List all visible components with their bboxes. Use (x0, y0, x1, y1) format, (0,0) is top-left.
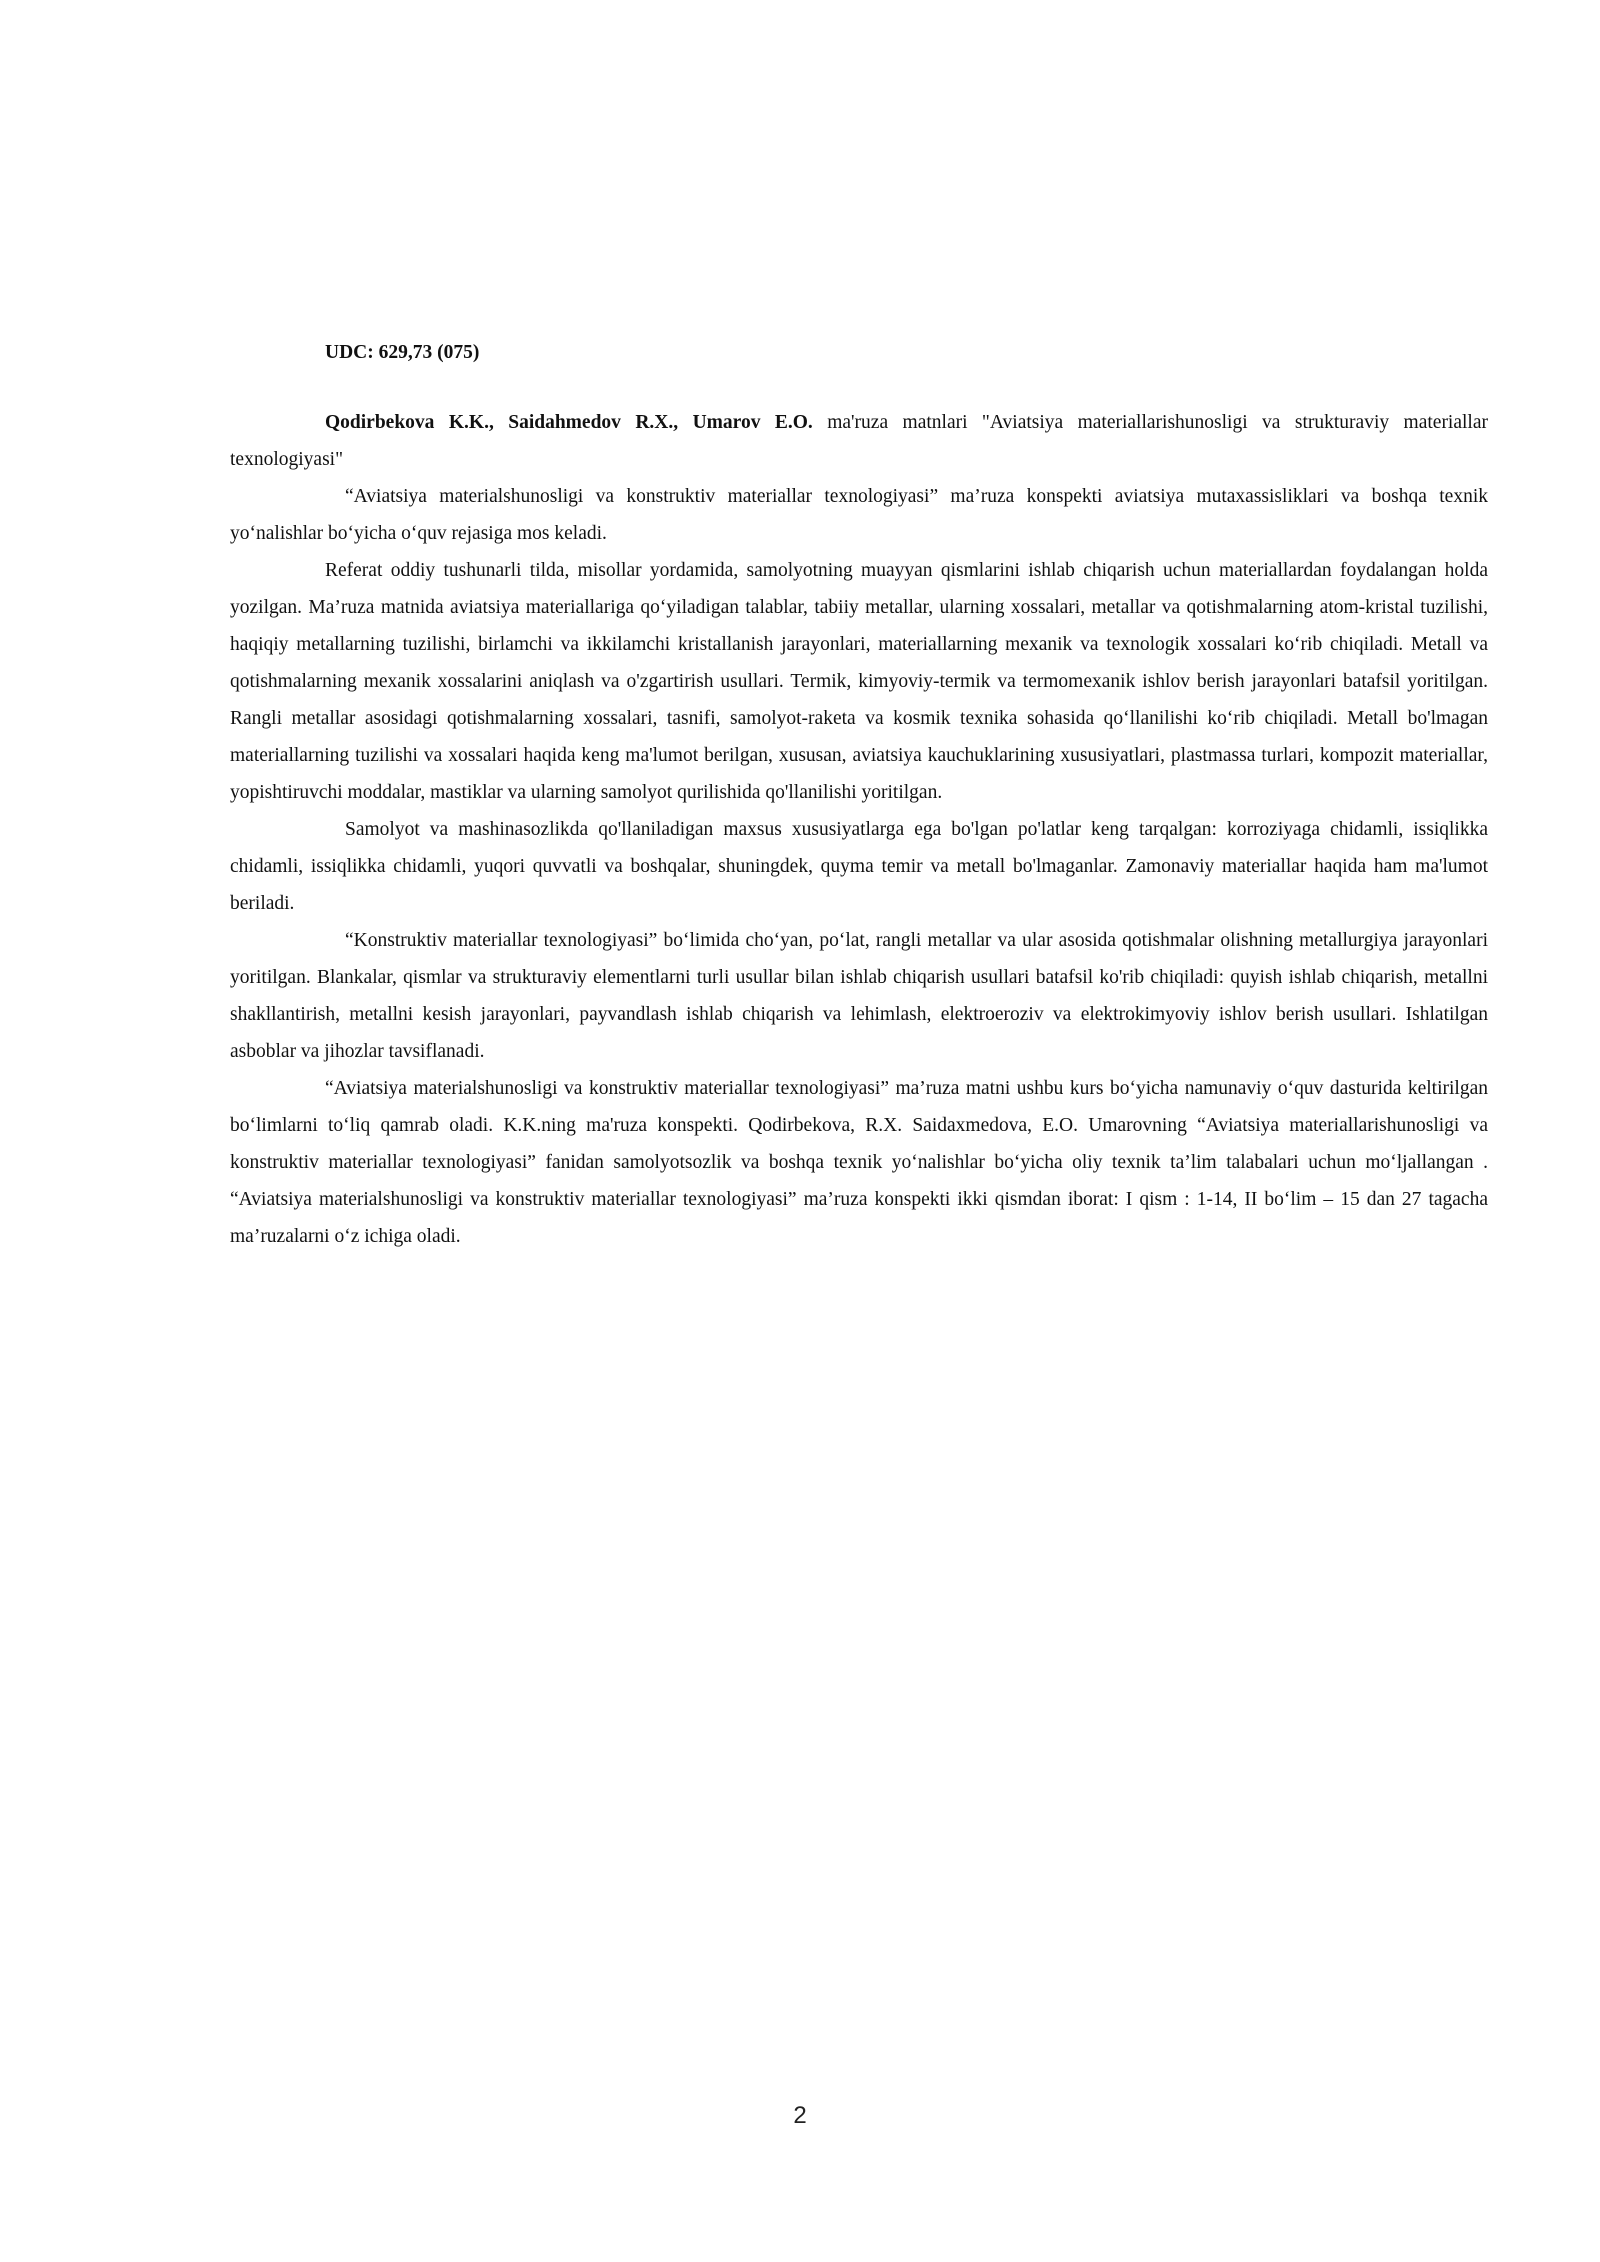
paragraph-technology: “Konstruktiv materiallar texnologiyasi” boʻlimida choʻyan, poʻlat, rangli metallar va ular asosida qotishmalar olishning metallurgiya jarayonlari yoritilgan. Blankalar, qismlar va strukturaviy elementlarni turli usullar bilan ishlab chiqarish usullari batafsil ko'rib chiqiladi: quyish ishlab chiqarish, metallni shakllantirish, metallni kesish jarayonlari, payvandlash ishlab chiqarish va lehimlash, elektroeroziv va elektrokimyoviy ishlov berish usullari. Ishlatilgan asboblar va jihozlar tavsiflanadi. (230, 930, 1488, 1062)
paragraph-correspondence: “Aviatsiya materialshunosligi va konstruktiv materiallar texnologiyasi” ma’ruza konspekti aviatsiya mutaxassisliklari va boshqa texnik yoʻnalishlar boʻyicha oʻquv rejasiga mos keladi. (230, 486, 1488, 544)
udc-code: UDC: 629,73 (075) (325, 342, 480, 363)
page-content (230, 334, 1488, 1255)
authors: Qodirbekova K.K., Saidahmedov R.X., Umarov E.O. (325, 412, 813, 433)
page-number: 2 (793, 2102, 807, 2129)
intro-paragraph (230, 404, 1488, 478)
intro-text: ma'ruza matnlari "Aviatsiya materiallarishunosligi va strukturaviy materiallar texnologiyasi" (230, 412, 1488, 470)
paragraph-coverage: “Aviatsiya materialshunosligi va konstruktiv materiallar texnologiyasi” ma’ruza matni ushbu kurs boʻyicha namunaviy oʻquv dasturida keltirilgan boʻlimlarni toʻliq qamrab oladi. K.K.ning ma'ruza konspekti. Qodirbekova, R.X. Saidaxmedova, E.O. Umarovning “Aviatsiya materiallarishunosligi va konstruktiv materiallar texnologiyasi” fanidan samolyotsozlik va boshqa texnik yoʻnalishlar boʻyicha oliy texnik ta’lim talabalari uchun moʻljallangan . “Aviatsiya materialshunosligi va konstruktiv materiallar texnologiyasi” ma’ruza konspekti ikki qismdan iborat: I qism : 1-14, II boʻlim – 15 dan 27 tagacha ma’ruzalarni oʻz ichiga oladi. (230, 1078, 1488, 1247)
paragraph-steels: Samolyot va mashinasozlikda qo'llaniladigan maxsus xususiyatlarga ega bo'lgan po'latlar keng tarqalgan: korroziyaga chidamli, issiqlikka chidamli, issiqlikka chidamli, yuqori quvvatli va boshqalar, shuningdek, quyma temir va metall bo'lmaganlar. Zamonaviy materiallar haqida ham ma'lumot beriladi. (230, 819, 1488, 914)
paragraph-abstract: Referat oddiy tushunarli tilda, misollar yordamida, samolyotning muayyan qismlarini ishlab chiqarish uchun materiallardan foydalangan holda yozilgan. Ma’ruza matnida aviatsiya materiallariga qoʻyiladigan talablar, tabiiy metallar, ularning xossalari, metallar va qotishmalarning atom-kristal tuzilishi, haqiqiy metallarning tuzilishi, birlamchi va ikkilamchi kristallanish jarayonlari, materiallarning mexanik va texnologik xossalari koʻrib chiqiladi. Metall va qotishmalarning mexanik xossalarini aniqlash va o'zgartirish usullari. Termik, kimyoviy-termik va termomexanik ishlov berish jarayonlari batafsil yoritilgan. Rangli metallar asosidagi qotishmalarning xossalari, tasnifi, samolyot-raketa va kosmik texnika sohasida qoʻllanilishi koʻrib chiqiladi. Metall bo'lmagan materiallarning tuzilishi va xossalari haqida keng ma'lumot berilgan, xususan, aviatsiya kauchuklarining xususiyatlari, plastmassa turlari, kompozit materiallar, yopishtiruvchi moddalar, mastiklar va ularning samolyot qurilishida qo'llanilishi yoritilgan. (230, 560, 1488, 803)
